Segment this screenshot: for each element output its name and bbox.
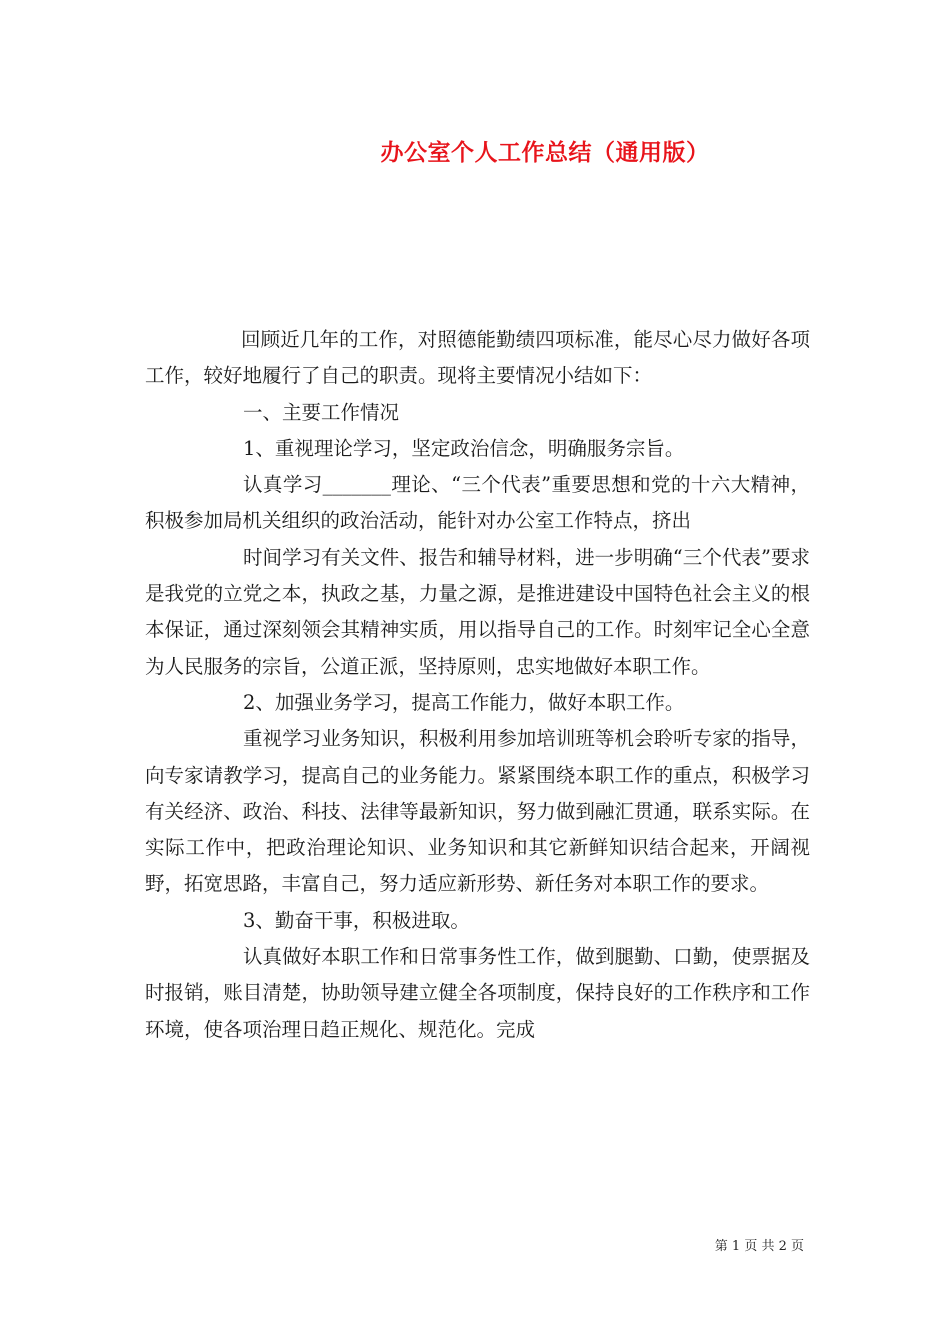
subheading-business-study: 2、加强业务学习，提高工作能力，做好本职工作。 <box>243 690 685 714</box>
paragraph-theory-study-continued: 时间学习有关文件、报告和辅导材料，进一步明确“三个代表”要求是我党的立党之本，执政之基，力量之源，是推进建设中国特色社会主义的根本保证，通过深刻领会其精神实质，用以指导自己的工作。时刻牢记全心全意为人民服务的宗旨，公道正派，坚持原则，忠实地做好本职工作。 <box>145 545 810 678</box>
subheading-diligence: 3、勤奋干事，积极进取。 <box>243 908 470 932</box>
document-body <box>145 322 810 1048</box>
subheading-theory-study: 1、重视理论学习，坚定政治信念，明确服务宗旨。 <box>243 436 685 460</box>
paragraph-intro: 回顾近几年的工作，对照德能勤绩四项标准，能尽心尽力做好各项工作，较好地履行了自己的职责。现将主要情况小结如下： <box>145 328 810 388</box>
paragraph-business-study: 重视学习业务知识，积极利用参加培训班等机会聆听专家的指导，向专家请教学习，提高自己的业务能力。紧紧围绕本职工作的重点，积极学习有关经济、政治、科技、法律等最新知识，努力做到融汇贯通，联系实际。在实际工作中，把政治理论知识、业务知识和其它新鲜知识结合起来，开阔视野，拓宽思路，丰富自己，努力适应新形势、新任务对本职工作的要求。 <box>145 727 810 896</box>
paragraph-theory-study: 认真学习_______理论、“三个代表”重要思想和党的十六大精神，积极参加局机关组织的政治活动，能针对办公室工作特点，挤出 <box>145 473 810 533</box>
paragraph-diligence: 认真做好本职工作和日常事务性工作，做到腿勤、口勤，使票据及时报销，账目清楚，协助领导建立健全各项制度，保持良好的工作秩序和工作环境，使各项治理日趋正规化、规范化。完成 <box>145 945 810 1041</box>
section-heading-main-work: 一、主要工作情况 <box>243 400 400 424</box>
document-title: 办公室个人工作总结（通用版） <box>380 139 710 166</box>
page-number-footer: 第 1 页 共 2 页 <box>714 1239 804 1254</box>
